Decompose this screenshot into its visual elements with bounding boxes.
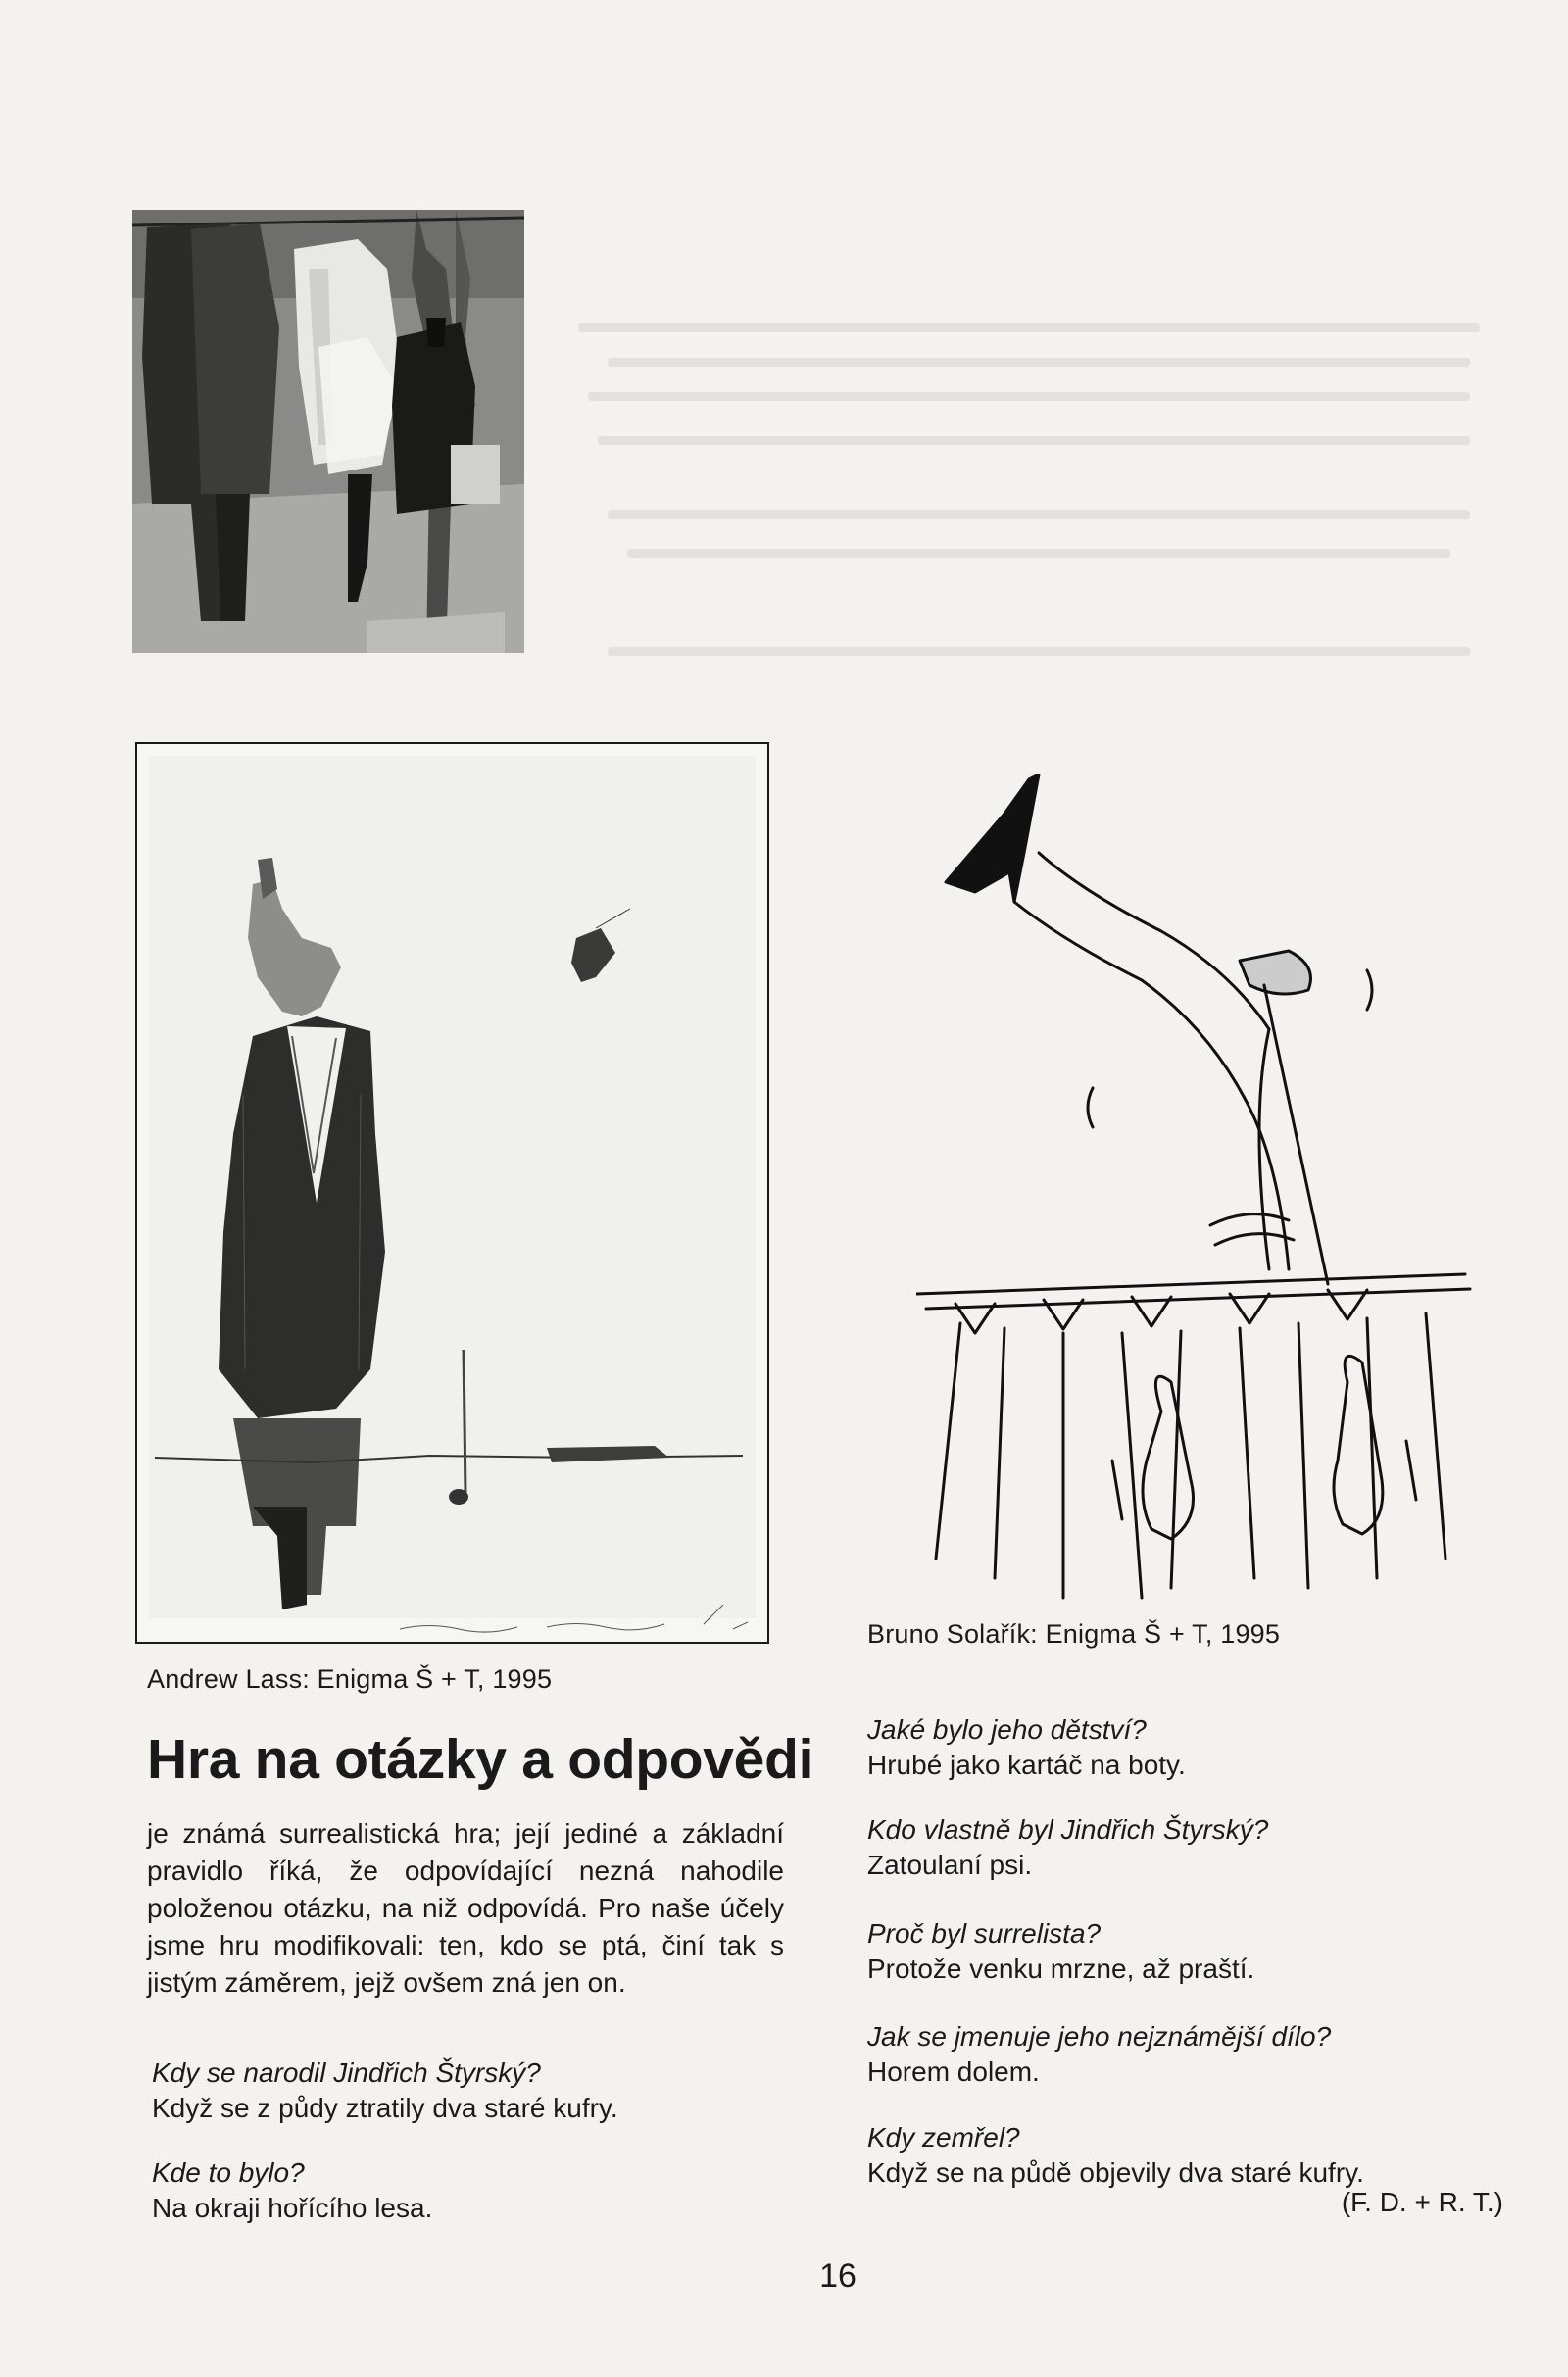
answer: Zatoulaní psi.	[867, 1850, 1033, 1880]
qa-item	[867, 2120, 1364, 2191]
author-credit: (F. D. + R. T.)	[1341, 2187, 1503, 2217]
showthrough-line	[608, 358, 1470, 367]
answer: Když se na půdě objevily dva staré kufry.	[867, 2157, 1364, 2188]
showthrough-line	[588, 392, 1470, 401]
answer: Když se z půdy ztratily dva staré kufry.	[152, 2093, 618, 2123]
showthrough-line	[627, 549, 1450, 558]
question: Kdo vlastně byl Jindřich Štyrský?	[867, 1814, 1269, 1845]
showthrough-line	[578, 323, 1480, 332]
question: Kdy zemřel?	[867, 2122, 1020, 2153]
question: Kde to bylo?	[152, 2157, 305, 2188]
article-title: Hra na otázky a odpovědi	[147, 1728, 814, 1791]
lass-drawing	[135, 742, 769, 1644]
page-number: 16	[819, 2257, 857, 2295]
laundry-photo	[132, 210, 524, 653]
qa-item	[867, 1812, 1268, 1883]
answer: Protože venku mrzne, až praští.	[867, 1954, 1255, 1984]
article-intro: je známá surrealistická hra; její jediné a základní pravidlo říká, že odpovídající nezná nahodile položenou otázku, na niž odpovídá. Pro naše účely jsme hru modifikovali: ten, kdo se ptá, činí tak s jistým záměrem, jejž ovšem zná jen on.	[147, 1818, 784, 1998]
leg-and-curtain-drawing-icon	[916, 774, 1475, 1608]
question: Kdy se narodil Jindřich Štyrský?	[152, 2057, 541, 2088]
answer: Na okraji hořícího lesa.	[152, 2193, 433, 2223]
showthrough-line	[598, 436, 1470, 445]
answer: Hrubé jako kartáč na boty.	[867, 1750, 1186, 1780]
qa-item	[867, 1712, 1186, 1783]
solarik-drawing	[916, 774, 1475, 1608]
qa-item	[867, 1916, 1254, 1987]
showthrough-line	[608, 647, 1470, 656]
qa-item	[867, 2019, 1331, 2090]
question: Jak se jmenuje jeho nejznámější dílo?	[867, 2021, 1332, 2052]
showthrough-line	[608, 510, 1470, 519]
suit-figure-collage-icon	[135, 742, 769, 1644]
answer: Horem dolem.	[867, 2056, 1040, 2087]
qa-item	[152, 2055, 618, 2126]
qa-item	[152, 2155, 432, 2226]
question: Proč byl surrelista?	[867, 1918, 1102, 1949]
question: Jaké bylo jeho dětství?	[867, 1714, 1147, 1745]
lass-caption: Andrew Lass: Enigma Š + T, 1995	[147, 1664, 553, 1694]
laundry-collage-icon	[132, 210, 524, 653]
solarik-caption: Bruno Solařík: Enigma Š + T, 1995	[867, 1619, 1281, 1649]
